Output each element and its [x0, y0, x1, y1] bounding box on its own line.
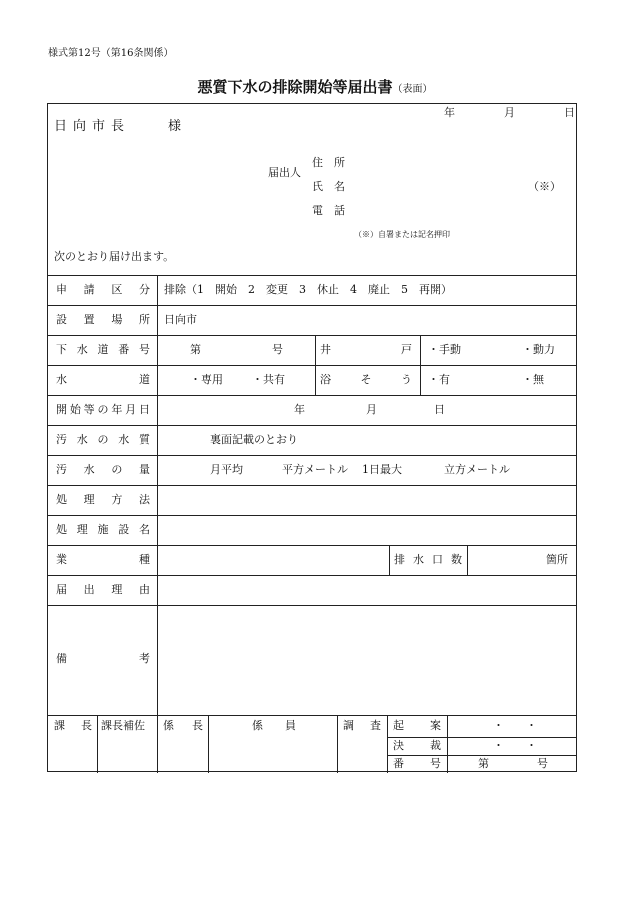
bath-no: ・無 [522, 373, 544, 386]
approval-number-go: 号 [537, 757, 548, 770]
applicant-phone: 電 話 [312, 204, 345, 217]
industry-label: 業 種 [56, 553, 150, 566]
seal-mark: （※） [528, 180, 561, 193]
rule-2 [48, 335, 576, 336]
date-month: 月 [504, 106, 515, 119]
vline-ap-1 [97, 715, 98, 773]
method-label: 処 理 方 法 [56, 493, 150, 506]
rule-9 [48, 545, 576, 546]
category-label: 申 請 区 分 [56, 283, 150, 296]
remarks-label: 備 考 [56, 652, 150, 665]
approval-deputy: 課長補佐 [101, 719, 145, 732]
approval-staff: 係 員 [252, 719, 296, 732]
rule-13 [387, 737, 576, 738]
rule-7 [48, 485, 576, 486]
quality-value: 裏面記載のとおり [210, 433, 298, 446]
well-label: 井 戸 [320, 343, 412, 356]
rule-8 [48, 515, 576, 516]
approval-unit-chief: 係 長 [163, 719, 203, 732]
start-year: 年 [294, 403, 305, 416]
location-value: 日向市 [164, 313, 197, 326]
rule-11 [48, 605, 576, 606]
vline-ap-4 [337, 715, 338, 773]
bath-label: 浴 そ う [320, 373, 412, 386]
seal-note: （※）自署または記名押印 [354, 230, 450, 239]
sewer-go: 号 [272, 343, 283, 356]
form-number: 様式第12号（第16条関係） [48, 48, 174, 59]
title-text: 悪質下水の排除開始等届出書 [197, 78, 393, 96]
well-manual: ・手動 [428, 343, 461, 356]
vline-mid-b [420, 335, 421, 395]
rule-5 [48, 425, 576, 426]
outlets-unit: 箇所 [546, 553, 568, 566]
draft-dot-2: ・ [526, 719, 537, 732]
applicant-label: 届出人 [268, 166, 301, 179]
volume-cbm: 立方メートル [444, 463, 510, 476]
rule-10 [48, 575, 576, 576]
title-side: （表面） [392, 84, 433, 95]
vline-ind-b [467, 545, 468, 575]
approval-review: 調 査 [343, 719, 381, 732]
rule-1 [48, 305, 576, 306]
decision-dot-2: ・ [526, 739, 537, 752]
form-table [47, 103, 577, 772]
intro-text: 次のとおり届け出ます。 [54, 250, 175, 263]
rule-6 [48, 455, 576, 456]
outlets-label: 排 水 口 数 [394, 553, 462, 566]
approval-number-label: 番 号 [393, 757, 441, 770]
vline-ap-3 [208, 715, 209, 773]
approval-section-chief: 課 長 [54, 719, 92, 732]
water-label: 水 道 [56, 373, 150, 386]
rule-3 [48, 365, 576, 366]
category-value: 排除（1 開始 2 変更 3 休止 4 廃止 5 再開） [164, 283, 452, 296]
facility-label: 処 理 施 設 名 [56, 523, 150, 536]
form-title [0, 76, 630, 97]
vline-label [157, 275, 158, 715]
start-day: 日 [434, 403, 445, 416]
date-day: 日 [564, 106, 575, 119]
approval-number-dai: 第 [478, 757, 489, 770]
applicant-address: 住 所 [312, 156, 345, 169]
applicant-name: 氏 名 [312, 180, 345, 193]
volume-sqm: 平方メートル [282, 463, 348, 476]
sewer-number-label: 下 水 道 番 号 [56, 343, 150, 356]
volume-daily: 1日最大 [362, 463, 402, 476]
bath-yes: ・有 [428, 373, 450, 386]
start-date-label: 開 始 等 の 年 月 日 [56, 403, 150, 416]
draft-dot-1: ・ [493, 719, 504, 732]
sewer-dai: 第 [190, 343, 201, 356]
vline-ind-a [389, 545, 390, 575]
date-year: 年 [444, 106, 455, 119]
vline-ap-2 [157, 715, 158, 773]
well-powered: ・動力 [522, 343, 555, 356]
water-dedicated: ・専用 [190, 373, 223, 386]
rule-12 [48, 715, 576, 716]
decision-dot-1: ・ [493, 739, 504, 752]
approval-draft-label: 起 案 [393, 719, 441, 732]
volume-monthly: 月平均 [210, 463, 243, 476]
start-month: 月 [366, 403, 377, 416]
volume-label: 汚 水 の 量 [56, 463, 150, 476]
location-label: 設 置 場 所 [56, 313, 150, 326]
rule-14 [387, 755, 576, 756]
vline-mid-a [315, 335, 316, 395]
water-shared: ・共有 [252, 373, 285, 386]
quality-label: 汚 水 の 水 質 [56, 433, 150, 446]
approval-decision-label: 決 裁 [393, 739, 441, 752]
rule-header [48, 275, 576, 276]
rule-4 [48, 395, 576, 396]
vline-ap-6 [447, 715, 448, 773]
addressee: 日向市長 様 [54, 119, 188, 134]
reason-label: 届 出 理 由 [56, 583, 150, 596]
vline-ap-5 [387, 715, 388, 773]
